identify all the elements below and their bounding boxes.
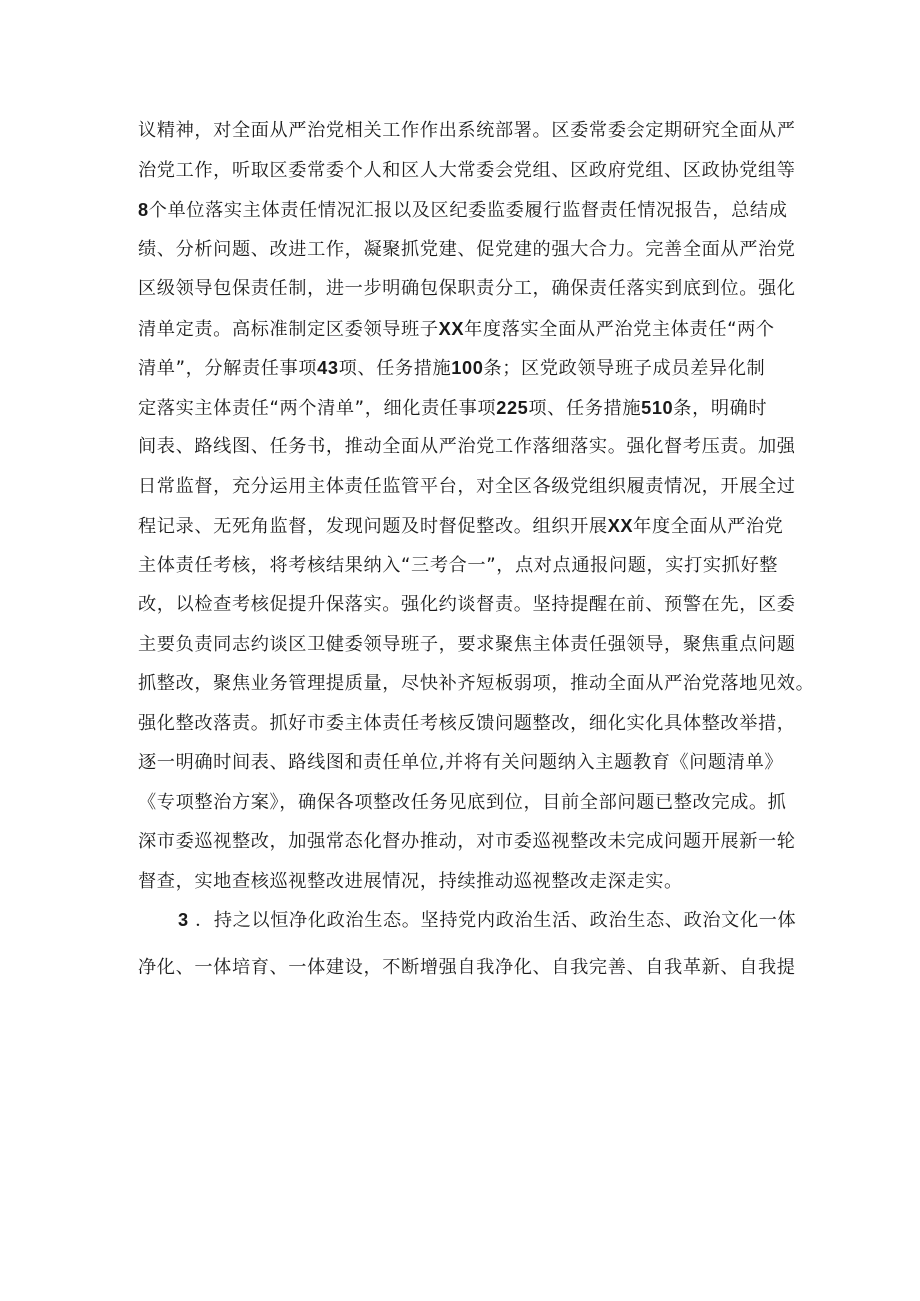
text-line: 间表、路线图、任务书，推动全面从严治党工作落细落实。强化督考压责。加强 (138, 436, 796, 457)
text-line: 主要负责同志约谈区卫健委领导班子，要求聚焦主体责任强领导，聚焦重点问题 (138, 634, 796, 655)
text-line: 8个单位落实主体责任情况汇报以及区纪委监委履行监督责任情况报告，总结成 (138, 200, 788, 221)
text-line: 清单定责。高标准制定区委领导班子XX年度落实全面从严治党主体责任“两个 (138, 319, 775, 340)
text-line: 《专项整治方案》，确保各项整改任务见底到位，目前全部问题已整改完成。抓 (138, 792, 787, 813)
text-line: 强化整改落责。抓好市委主体责任考核反馈问题整改，细化实化具体整改举措， (138, 713, 796, 734)
text-line: 治党工作，听取区委常委个人和区人大常委会党组、区政府党组、区政协党组等 (138, 160, 796, 181)
text-line: 净化、一体培育、一体建设，不断增强自我净化、自我完善、自我革新、自我提 (138, 957, 796, 978)
text-line: 督查，实地查核巡视整改进展情况，持续推动巡视整改走深走实。 (138, 871, 683, 892)
text-line: 日常监督，充分运用主体责任监管平台，对全区各级党组织履责情况，开展全过 (138, 476, 796, 497)
text-line: 深市委巡视整改，加强常态化督办推动，对市委巡视整改未完成问题开展新一轮 (138, 831, 796, 852)
text-line: 逐一明确时间表、路线图和责任单位,并将有关问题纳入主题教育《问题清单》 (138, 752, 784, 773)
text-line: 绩、分析问题、改进工作，凝聚抓党建、促党建的强大合力。完善全面从严治党 (138, 239, 796, 260)
text-line: 定落实主体责任“两个清单”，细化责任事项225项、任务措施510条，明确时 (138, 398, 768, 419)
text-line: 3 ．持之以恒净化政治生态。坚持党内政治生活、政治生态、政治文化一体 (178, 910, 797, 931)
text-line: 清单”，分解责任事项43项、任务措施100条；区党政领导班子成员差异化制 (138, 358, 766, 379)
text-line: 区级领导包保责任制，进一步明确包保职责分工，确保责任落实到底到位。强化 (138, 278, 796, 299)
text-line: 程记录、无死角监督，发现问题及时督促整改。组织开展XX年度全面从严治党 (138, 516, 784, 537)
text-line: 议精神，对全面从严治党相关工作作出系统部署。区委常委会定期研究全面从严 (138, 120, 796, 141)
text-line: 改，以检查考核促提升保落实。强化约谈督责。坚持提醒在前、预警在先，区委 (138, 594, 796, 615)
text-line: 抓整改，聚焦业务管理提质量，尽快补齐短板弱项，推动全面从严治党落地见效。 (138, 673, 815, 694)
text-line: 主体责任考核，将考核结果纳入“三考合一”，点对点通报问题，实打实抓好整 (138, 555, 779, 576)
